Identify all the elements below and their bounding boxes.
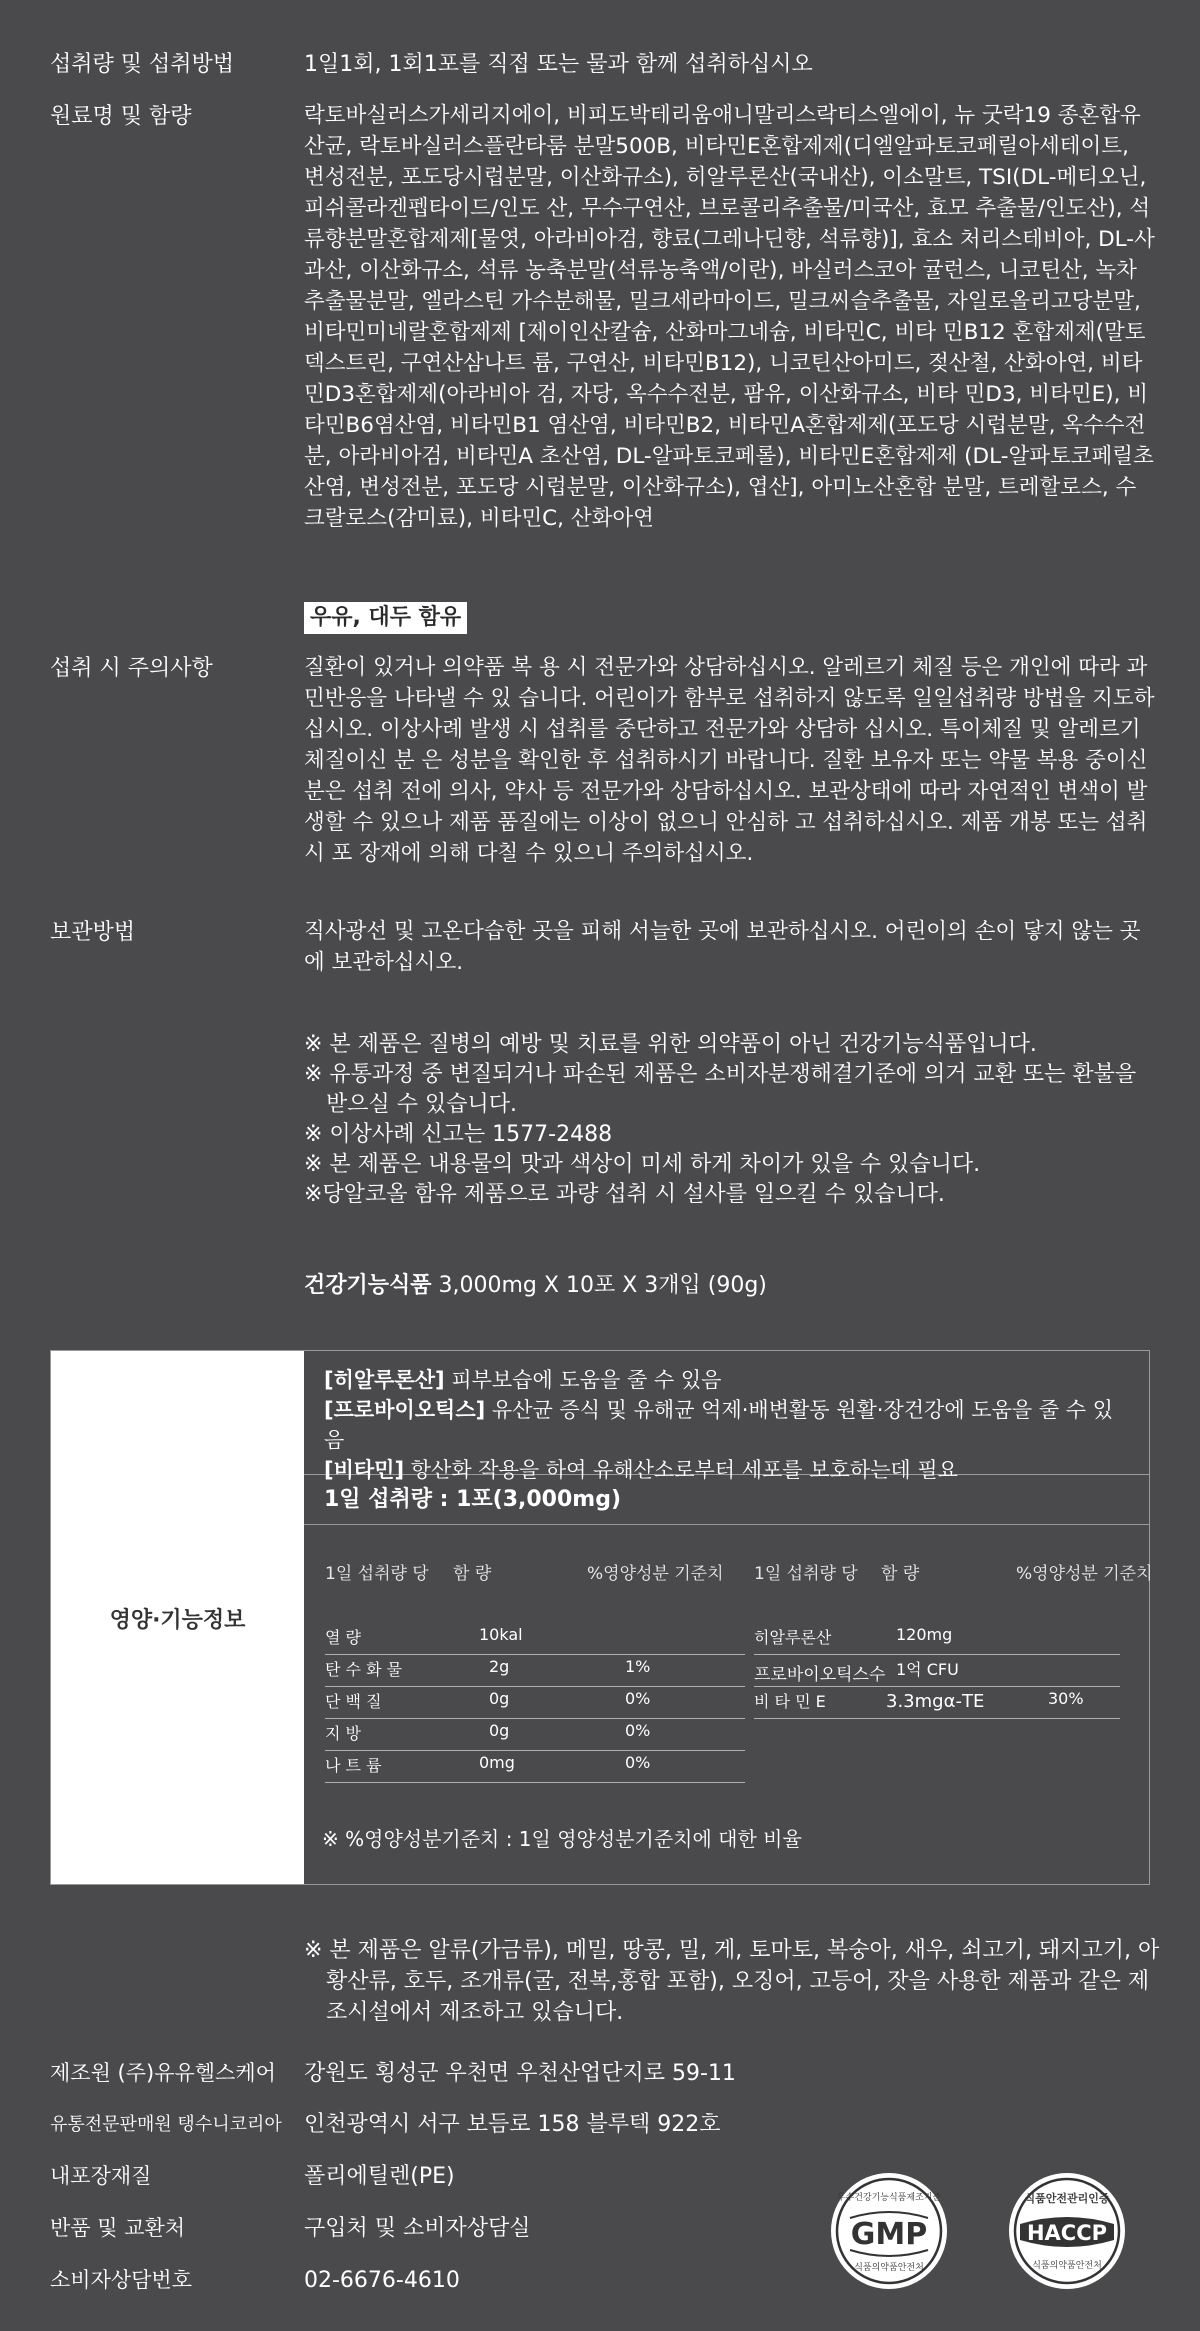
manufacturer-label: 제조원 (주)유유헬스케어: [50, 2061, 276, 2085]
notice-item: ※ 본 제품은 내용물의 맛과 색상이 미세 하게 차이가 있을 수 있습니다.: [304, 1152, 981, 1177]
table-row: 나 트 륨 0mg 0%: [325, 1751, 745, 1783]
function-claims: [304, 1351, 1149, 1482]
storage-value: 직사광선 및 고온다습한 곳을 피해 서늘한 곳에 보관하십시오. 어린이의 손이 닿지 않는 곳에 보관하십시오.: [304, 919, 1141, 975]
table-row: 히알루론산 120mg: [754, 1623, 1120, 1655]
intake-method-label: 섭취량 및 섭취방법: [50, 52, 235, 77]
table-header-dv: %영양성분 기준치: [1016, 1564, 1153, 1584]
contact-label: 소비자상담번호: [50, 2268, 193, 2292]
table-row: 열 량 10kal: [325, 1623, 745, 1655]
allergen-badge: 우유, 대두 함유: [304, 602, 467, 634]
function-claim: [히알루론산] 피부보습에 도움을 줄 수 있음: [324, 1368, 722, 1392]
notice-list: [304, 1030, 1164, 1210]
nutrition-box: [50, 1350, 1153, 1885]
product-size: 3,000mg X 10포 X 3개입 (90g): [438, 1273, 767, 1298]
table-header-per: 1일 섭취량 당: [325, 1564, 429, 1584]
svg-text:식품의약품안전처: 식품의약품안전처: [1032, 2261, 1102, 2271]
contact-value: 02-6676-4610: [304, 2268, 460, 2293]
precautions-value: 질환이 있거나 의약품 복 용 시 전문가와 상담하십시오. 알레르기 체질 등은 개인에 따라 과민반응을 나타낼 수 있 습니다. 어린이가 함부로 섭취하지 않도록 일일섭취량 방법을 지도하십시오. 이상사례 발생 시 섭취를 중단하고 전문가와 상담하 십시오. 특이체질 및 알레르기 체질이신 분 은 성분을 확인한 후 섭취하시기 바랍니다. 질환 보유자 또는 약물 복용 중이신 분은 섭취 전에 의사, 약사 등 전문가와 상담하십시오. 보관상태에 따라 자연적인 변색이 발생할 수 있으나 제품 품질에는 이상이 없으니 안심하 고 섭취하십시오. 제품 개봉 또는 섭취 시 포 장재에 의해 다칠 수 있으니 주의하십시오.: [304, 655, 1155, 866]
product-spec: [304, 1268, 767, 1299]
svg-text:식품안전관리인증: 식품안전관리인증: [1024, 2192, 1110, 2205]
table-row: 탄 수 화 물 2g 1%: [325, 1655, 745, 1687]
packaging-label: 내포장재질: [50, 2164, 152, 2188]
packaging-value: 폴리에틸렌(PE): [304, 2164, 455, 2189]
storage-label: 보관방법: [50, 920, 136, 945]
returns-value: 구입처 및 소비자상담실: [304, 2216, 531, 2241]
table-header-dv: %영양성분 기준치: [587, 1564, 724, 1584]
function-claim: [비타민] 항산화 작용을 하여 유해산소로부터 세포를 보호하는데 필요: [324, 1458, 958, 1482]
manufacturer-value: 강원도 횡성군 우천면 우천산업단지로 59-11: [304, 2061, 736, 2086]
table-row: 지 방 0g 0%: [325, 1719, 745, 1751]
dv-footnote: ※ %영양성분기준치 : 1일 영양성분기준치에 대한 비율: [322, 1827, 802, 1851]
product-type: 건강기능식품: [304, 1273, 432, 1298]
haccp-logo: [1006, 2170, 1128, 2292]
nutrition-side-panel: [51, 1351, 304, 1884]
notice-item: ※ 이상사례 신고는 1577-2488: [304, 1122, 613, 1147]
gmp-logo: [828, 2170, 950, 2292]
intake-method-value: 1일1회, 1회1포를 직접 또는 물과 함께 섭취하십시오: [304, 52, 813, 77]
ingredients-value: 락토바실러스가세리지에이, 비피도박테리움애니말리스락티스엘에이, 뉴 굿락19 종혼합유산균, 락토바실러스플란타룸 분말500B, 비타민E혼합제제(디엘알파토코페릴아세테이트, 변성전분, 포도당시럽분말, 이산화규소), 히알루론산(국내산), 이소말트, TSI(DL-메티오닌, 피쉬콜라겐펩타이드/인도 산, 무수구연산, 브로콜리추출물/미국산, 효모 추출물/인도산), 석류향분말혼합제제[물엿, 아라비아검, 향료(그레나딘향, 석류향)], 효소 처리스테비아, DL-사과산, 이산화규소, 석류 농축분말(석류농축액/이란), 바실러스코아 귤런스, 니코틴산, 녹차추출물분말, 엘라스틴 가수분해물, 밀크세라마이드, 밀크씨슬추출물, 자일로올리고당분말, 비타민미네랄혼합제제 [제이인산칼슘, 산화마그네슘, 비타민C, 비타 민B12 혼합제제(말토덱스트린, 구연산삼나트 륨, 구연산, 비타민B12), 니코틴산아미드, 젖산철, 산화아연, 비타민D3혼합제제(아라비아 검, 자당, 옥수수전분, 팜유, 이산화규소, 비타 민D3, 비타민E), 비타민B6염산염, 비타민B1 염산염, 비타민B2, 비타민A혼합제제(포도당 시럽분말, 옥수수전분, 아라비아검, 비타민A 초산염, DL-알파토코페롤), 비타민E혼합제제 (DL-알파토코페릴초산염, 변성전분, 포도당 시럽분말, 이산화규소), 엽산], 아미노산혼합 분말, 트레할로스, 수크랄로스(감미료), 비타민C, 산화아연: [304, 103, 1155, 531]
table-row: 비 타 민 E 3.3mgα-TE 30%: [754, 1687, 1120, 1719]
table-header-per: 1일 섭취량 당: [754, 1564, 858, 1584]
svg-text:GMP: GMP: [850, 2217, 928, 2252]
distributor-value: 인천광역시 서구 보듬로 158 블루텍 922호: [304, 2112, 721, 2137]
notice-item: ※ 본 제품은 질병의 예방 및 치료를 위한 의약품이 아닌 건강기능식품입니다.: [304, 1032, 1037, 1057]
table-row: 단 백 질 0g 0%: [325, 1687, 745, 1719]
returns-label: 반품 및 교환처: [50, 2216, 186, 2240]
svg-text:우수건강기능식품제조기준: 우수건강기능식품제조기준: [836, 2193, 942, 2203]
function-claim: [프로바이오틱스] 유산균 증식 및 유해균 억제·배변활동 원활·장건강에 도움을 줄 수 있음: [324, 1398, 1114, 1452]
notice-item: ※ 유통과정 중 변질되거나 파손된 제품은 소비자분쟁해결기준에 의거 교환 또는 환불을 받으실 수 있습니다.: [304, 1062, 1137, 1117]
table-row: 프로바이오틱스수 1억 CFU: [754, 1655, 1120, 1687]
distributor-label: 유통전문판매원 탱수니코리아: [50, 2114, 282, 2135]
svg-text:HACCP: HACCP: [1026, 2221, 1108, 2245]
allergy-notice: ※ 본 제품은 알류(가금류), 메밀, 땅콩, 밀, 게, 토마토, 복숭아, 새우, 쇠고기, 돼지고기, 아황산류, 호두, 조개류(굴, 전복,홍합 포함), 오징어, 고등어, 잣을 사용한 제품과 같은 제조시설에서 제조하고 있습니다.: [304, 1938, 1160, 2025]
nutrition-side-label: 영양·기능정보: [109, 1608, 246, 1633]
notice-item: ※당알코올 함유 제품으로 과량 섭취 시 설사를 일으킬 수 있습니다.: [304, 1182, 945, 1207]
ingredients-label: 원료명 및 함량: [50, 104, 192, 129]
table-header-amount: 함 량: [881, 1564, 920, 1584]
precautions-label: 섭취 시 주의사항: [50, 656, 213, 681]
table-header-amount: 함 량: [453, 1564, 492, 1584]
svg-text:식품의약품안전처: 식품의약품안전처: [854, 2263, 924, 2273]
daily-intake: 1일 섭취량 : 1포(3,000mg): [304, 1475, 1149, 1525]
